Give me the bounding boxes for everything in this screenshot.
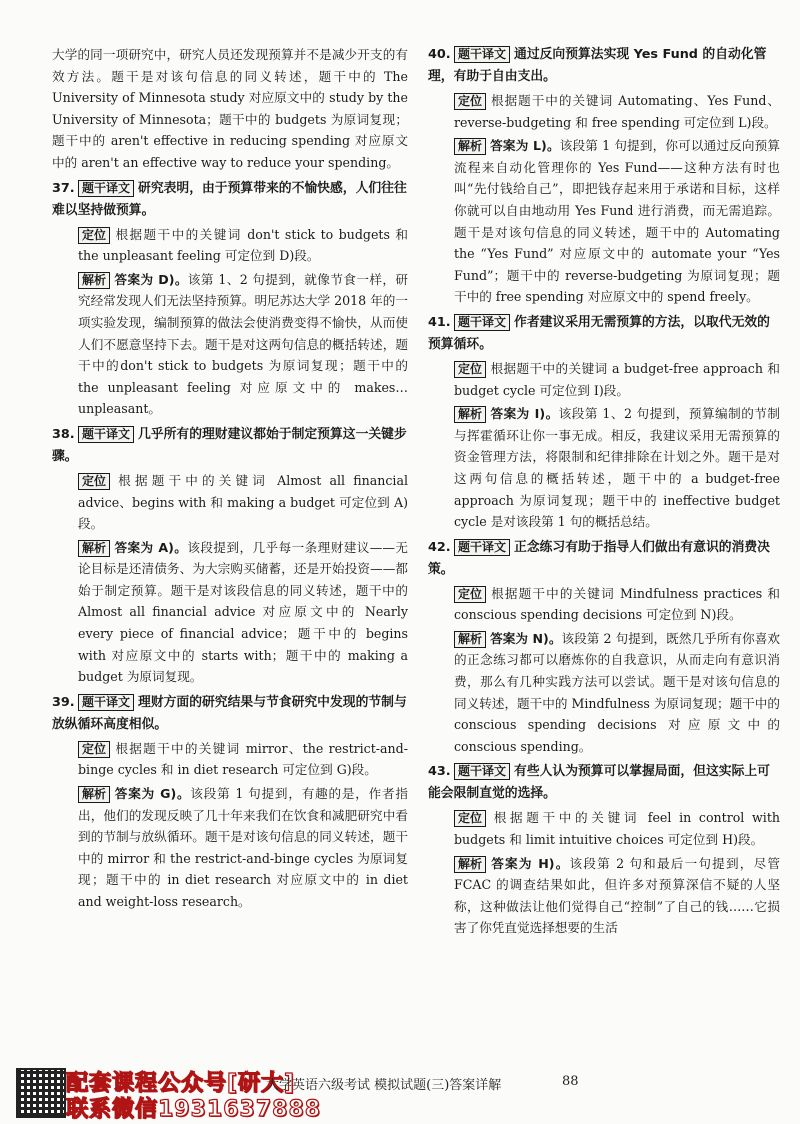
question-number: 41. xyxy=(428,314,451,330)
question-number: 37. xyxy=(52,180,75,196)
qr-code-icon[interactable] xyxy=(16,1068,66,1118)
location-text: 根据题干中的关键词 mirror、the restrict-and-binge cycles 和 in diet research 可定位到 G)段。 xyxy=(78,740,408,778)
page-number: 88 xyxy=(562,1074,579,1089)
analysis-tag: 解析 xyxy=(454,406,486,423)
location-tag: 定位 xyxy=(78,473,110,490)
continued-analysis: 大学的同一项研究中，研究人员还发现预算并不是减少开支的有效方法。题干是对该句信息的同义转述，题干中的 The University of Minnesota study 对应原文中的 study by the University of Minnesota；题干中的 budgets 为原词复现；题干中的 aren't effective in reducing spending 对应原文中的 aren't an effective way to reduce your spending。 xyxy=(52,47,408,170)
analysis-tag: 解析 xyxy=(454,138,486,155)
location-tag: 定位 xyxy=(78,741,110,758)
location-block xyxy=(428,807,780,850)
translation-tag: 题干译文 xyxy=(78,180,134,197)
right-column xyxy=(428,44,780,939)
question-43 xyxy=(428,761,780,939)
left-column xyxy=(52,44,408,913)
translation-tag: 题干译文 xyxy=(454,314,510,331)
analysis-text: 该段提到，几乎每一条理财建议——无论目标是还清债务、为大宗购买储蓄，还是开始投资——都始于制定预算。题干是对该段信息的同义转述，题干中的 Almost all financial advice 对应原文中的 Nearly every piece of financial advice；题干中的 begins with 对应原文中的 starts with；题干中的 making a budget 为原词复现。 xyxy=(78,539,408,685)
question-header xyxy=(52,424,408,468)
location-text: 根据题干中的关键词 Automating、Yes Fund、reverse-budgeting 和 free spending 可定位到 L)段。 xyxy=(454,93,780,130)
answer-text: 答案为 I)。 xyxy=(490,406,559,422)
location-block xyxy=(52,224,408,267)
location-tag: 定位 xyxy=(454,586,486,603)
analysis-block xyxy=(428,628,780,758)
question-number: 40. xyxy=(428,47,451,62)
answer-text: 答案为 G)。 xyxy=(114,786,191,802)
analysis-tag: 解析 xyxy=(78,540,110,557)
question-number: 42. xyxy=(428,539,451,555)
translation-text: 理财方面的研究结果与节食研究中发现的节制与放纵循环高度相似。 xyxy=(52,694,407,732)
location-text: 根据题干中的关键词 don't stick to budgets 和 the unpleasant feeling 可定位到 D)段。 xyxy=(78,226,408,264)
location-tag: 定位 xyxy=(454,361,486,378)
location-tag: 定位 xyxy=(78,227,110,244)
answer-text: 答案为 A)。 xyxy=(114,539,188,555)
location-block xyxy=(428,358,780,401)
location-text: 根据题干中的关键词 a budget-free approach 和 budget cycle 可定位到 I)段。 xyxy=(454,360,780,398)
answer-text: 答案为 D)。 xyxy=(114,271,188,287)
question-header xyxy=(52,178,408,222)
translation-text: 通过反向预算法实现 Yes Fund 的自动化管理，有助于自由支出。 xyxy=(428,47,767,84)
question-41 xyxy=(428,312,780,533)
question-header xyxy=(428,537,780,581)
analysis-text: 该段第 1 句提到，你可以通过反向预算流程来自动化管理你的 Yes Fund——这种方法有时也叫“先付钱给自己”，即把钱存起来用于承诺和目标，这样你就可以自由地动用 Yes Fund 进行消费，而无需追踪。题干是对该句信息的同义转述，题干中的 Automating the “Yes Fund” 对应原文中的 automate your “Yes Fund”；题干中的 reverse-budgeting 为原词复现；题干中的 free spending 对应原文中的 spend freely。 xyxy=(454,138,780,305)
answer-text: 答案为 H)。 xyxy=(490,855,570,871)
analysis-block xyxy=(428,135,780,308)
translation-text: 几乎所有的理财建议都始于制定预算这一关键步骤。 xyxy=(52,426,407,464)
analysis-block xyxy=(428,403,780,533)
question-39 xyxy=(52,692,408,913)
location-tag: 定位 xyxy=(454,810,486,827)
analysis-tag: 解析 xyxy=(454,856,486,873)
question-42 xyxy=(428,537,780,758)
analysis-text: 该段第 2 句和最后一句提到，尽管 FCAC 的调查结果如此，但许多对预算深信不疑的人坚称，这种做法让他们觉得自己“控制”了自己的钱……它损害了你凭直觉选择想要的生活 xyxy=(454,855,780,936)
question-40 xyxy=(428,44,780,308)
location-text: 根据题干中的关键词 Mindfulness practices 和 conscious spending decisions 可定位到 N)段。 xyxy=(454,585,780,623)
translation-tag: 题干译文 xyxy=(454,539,510,556)
question-header xyxy=(428,312,780,356)
location-text: 根据题干中的关键词 feel in control with budgets 和 limit intuitive choices 可定位到 H)段。 xyxy=(454,810,780,848)
analysis-text: 该第 1、2 句提到，就像节食一样，研究经常发现人们无法坚持预算。明尼苏达大学 2018 年的一项实验发现，编制预算的做法会使消费变得不愉快，从而使人们不愿意坚持下去。题干是对这两句信息的概括转述，题干中的don't stick to budgets 为原词复现；题干中的 the unpleasant feeling 对应原文中的 makes… unpleasant。 xyxy=(78,271,408,417)
question-number: 43. xyxy=(428,764,451,780)
analysis-text: 该段第 1、2 句提到，预算编制的节制与挥霍循环让你一事无成。相反，我建议采用无需预算的资金管理方法，将限制和纪律排除在计划之外。题干是对这两句信息的概括转述，题干中的 a budget-free approach 为原词复现；题干中的 ineffective budget cycle 是对该段第 1 句的概括总结。 xyxy=(454,406,780,530)
watermark-contact: 联系微信1931637888 xyxy=(66,1097,322,1122)
question-header xyxy=(52,692,408,736)
question-number: 39. xyxy=(52,694,75,710)
translation-text: 作者建议采用无需预算的方法，以取代无效的预算循环。 xyxy=(428,314,770,352)
answer-text: 答案为 L)。 xyxy=(490,138,560,154)
location-tag: 定位 xyxy=(454,93,486,110)
analysis-block xyxy=(428,853,780,939)
translation-tag: 题干译文 xyxy=(454,763,510,780)
book-title: 大学英语六级考试 模拟试题(三)答案详解 xyxy=(266,1078,502,1093)
analysis-tag: 解析 xyxy=(78,786,110,803)
location-block xyxy=(52,470,408,535)
location-block xyxy=(52,738,408,781)
answer-text: 答案为 N)。 xyxy=(490,630,562,646)
translation-text: 有些人认为预算可以掌握局面，但这实际上可能会限制直觉的选择。 xyxy=(428,764,770,802)
question-38 xyxy=(52,424,408,688)
location-text: 根据题干中的关键词 Almost all financial advice、begins with 和 making a budget 可定位到 A)段。 xyxy=(78,472,408,532)
translation-text: 正念练习有助于指导人们做出有意识的消费决策。 xyxy=(428,539,770,577)
watermark-course: 配套课程公众号[研大] xyxy=(66,1071,296,1096)
question-header xyxy=(428,761,780,805)
translation-text: 研究表明，由于预算带来的不愉快感，人们往往难以坚持做预算。 xyxy=(52,180,407,218)
analysis-text: 该段第 1 句提到，有趣的是，作者指出，他们的发现反映了几十年来我们在饮食和减肥研究中看到的节制与放纵循环。题干是对该句信息的同义转述，题干中的 mirror 和 the restrict-and-binge cycles 为原词复现；题干中的 in diet research 对应原文中的 in diet and weight-loss research。 xyxy=(78,786,408,909)
analysis-block xyxy=(52,269,408,420)
question-37 xyxy=(52,178,408,420)
analysis-tag: 解析 xyxy=(78,272,110,289)
translation-tag: 题干译文 xyxy=(78,426,134,443)
question-number: 38. xyxy=(52,426,75,442)
analysis-tag: 解析 xyxy=(454,631,486,648)
analysis-text: 该段第 2 句提到，既然几乎所有你喜欢的正念练习都可以磨炼你的自我意识，从而走向有意识消费，那么有几种实践方法可以尝试。题干是对该句信息的同义转述，题干中的 Mindfulness 为原词复现；题干中的 conscious spending decisions 对应原文中的 conscious spending。 xyxy=(454,630,780,754)
translation-tag: 题干译文 xyxy=(454,46,510,63)
analysis-block xyxy=(52,537,408,688)
location-block xyxy=(428,583,780,626)
question-header xyxy=(428,44,780,88)
page-footer xyxy=(0,1068,800,1122)
analysis-block xyxy=(52,783,408,913)
translation-tag: 题干译文 xyxy=(78,694,134,711)
location-block xyxy=(428,90,780,133)
